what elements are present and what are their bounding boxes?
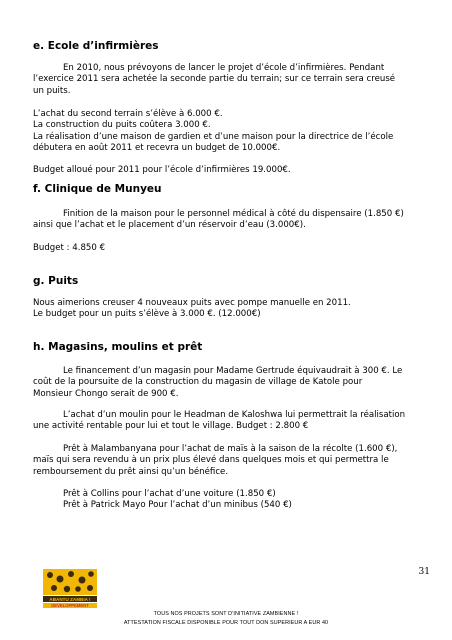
text-line: La réalisation d’une maison de gardien et d’une maison pour la directrice de l’école	[33, 131, 394, 142]
text-line: l’exercice 2011 sera achetée la seconde partie du terrain; sur ce terrain sera creusé	[33, 74, 396, 85]
section-h-paragraph-2	[33, 410, 428, 433]
section-title-g: g. Puits	[33, 275, 79, 287]
text-line: un puits.	[33, 85, 71, 96]
section-h-paragraph-3	[33, 444, 428, 478]
section-title-h: h. Magasins, moulins et prêt	[33, 341, 203, 353]
logo-text-top: ABANTU ZAMBIA !	[49, 596, 91, 602]
text-line: L’achat du second terrain s’élève à 6.000 €.	[33, 109, 223, 119]
text-line: une activité rentable pour lui et tout le village. Budget : 2.800 €	[33, 421, 309, 432]
section-g-paragraph-1	[33, 298, 428, 321]
text-line: Finition de la maison pour le personnel médical à côté du dispensaire (1.850 €)	[63, 209, 404, 219]
footer-line-2: ATTESTATION FISCALE DISPONIBLE POUR TOUT DON SUPERIEUR A EUR 40	[123, 620, 329, 626]
text-line: La construction du puits coûtera 3.000 €.	[33, 120, 211, 131]
footer-line-1: TOUS NOS PROJETS SONT D’INITIATIVE ZAMBIENNE !	[153, 611, 299, 617]
section-e-paragraph-2	[33, 109, 428, 154]
text-line: coût de la poursuite de la construction du magasin de village de Katole pour	[33, 377, 363, 388]
text-line: Budget : 4.850 €	[33, 243, 106, 253]
section-f-paragraph-1	[33, 209, 428, 232]
text-line: L’achat d’un moulin pour le Headman de Kaloshwa lui permettrait la réalisation	[63, 410, 406, 420]
giraffe-logo	[40, 567, 100, 609]
section-h-paragraph-1	[33, 366, 428, 400]
text-line: Prêt à Patrick Mayo Pour l’achat d’un minibus (540 €)	[63, 500, 292, 511]
text-line: Budget alloué pour 2011 pour l’école d’infirmières 19.000€.	[33, 165, 291, 175]
page-number: 31	[418, 567, 430, 577]
text-line: remboursement du prêt ainsi qu’un bénéfice.	[33, 466, 229, 477]
section-e-paragraph-3	[33, 165, 428, 176]
text-line: En 2010, nous prévoyons de lancer le projet d’école d’infirmières. Pendant	[63, 63, 385, 73]
section-h-paragraph-4	[33, 489, 428, 512]
section-title-e: e. Ecole d’infirmières	[33, 40, 159, 52]
text-line: maïs qui sera revendu à un prix plus élevé dans quelques mois et qui permettra le	[33, 455, 389, 466]
section-f-paragraph-2	[33, 243, 428, 254]
text-line: Prêt à Malambanyana pour l’achat de maïs à la saison de la récolte (1.600 €),	[63, 444, 398, 454]
section-title-f: f. Clinique de Munyeu	[33, 183, 162, 195]
giraffe-logo-icon	[40, 567, 100, 609]
text-line: Le budget pour un puits s’élève à 3.000 €. (12.000€)	[33, 309, 261, 320]
text-line: Monsieur Chongo serait de 900 €.	[33, 388, 179, 399]
text-line: Nous aimerions creuser 4 nouveaux puits avec pompe manuelle en 2011.	[33, 298, 351, 308]
text-line: Le financement d’un magasin pour Madame Gertrude équivaudrait à 300 €. Le	[63, 366, 403, 376]
section-e-paragraph-1	[33, 63, 428, 97]
text-line: débutera en août 2011 et recevra un budget de 10.000€.	[33, 142, 281, 153]
text-line: ainsi que l’achat et le placement d’un réservoir d’eau (3.000€).	[33, 220, 306, 231]
logo-text-bottom: DEVELOPPEMENT	[51, 603, 89, 608]
text-line: Prêt à Collins pour l’achat d’une voiture (1.850 €)	[63, 489, 276, 499]
